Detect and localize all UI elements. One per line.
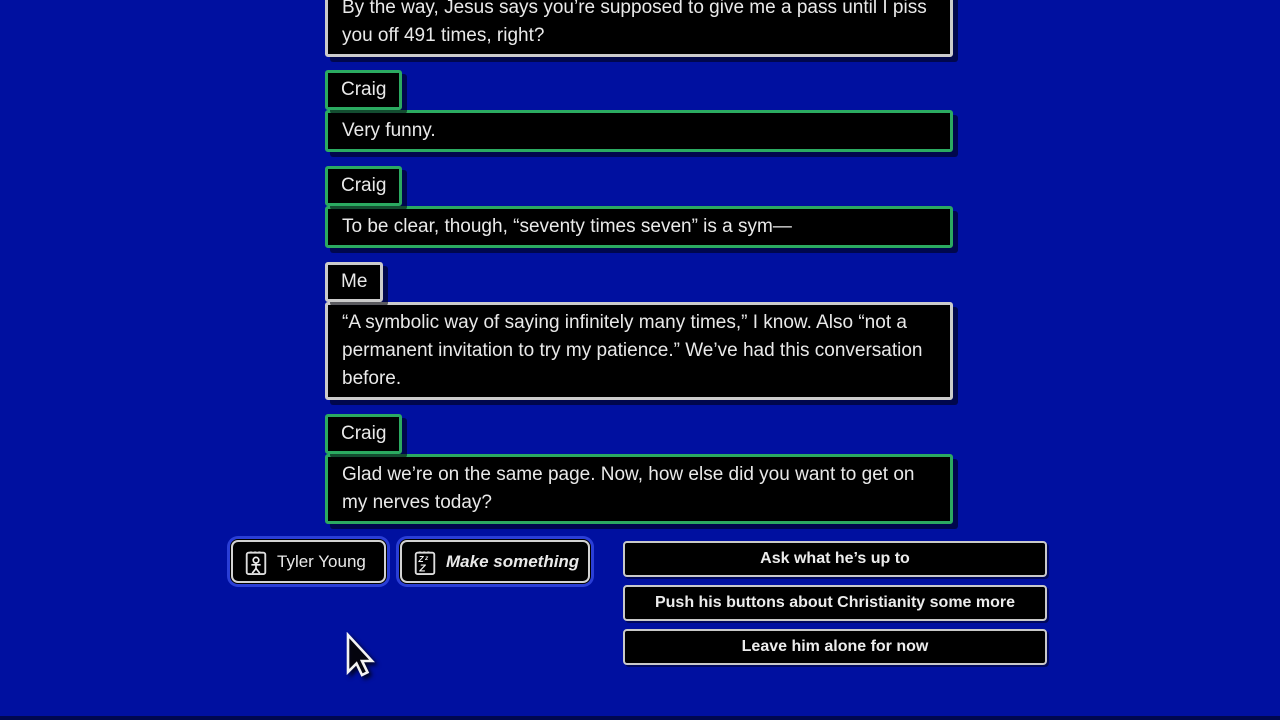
profile-button-label: Tyler Young — [277, 551, 366, 571]
sleep-notepad-icon — [412, 547, 438, 577]
craig-message-bubble — [325, 206, 953, 248]
svg-text:Z: Z — [419, 562, 426, 574]
me-message-bubble — [325, 0, 953, 57]
choice-leave-alone-button[interactable]: Leave him alone for now — [623, 629, 1047, 665]
profile-button[interactable] — [231, 540, 386, 583]
message-text: “A symbolic way of saying infinitely many times,” I know. Also “not a permanent invitation to try my patience.” We’ve had this conversation before. — [342, 312, 923, 389]
message-text: Very funny. — [342, 120, 436, 141]
speaker-name: Craig — [341, 79, 387, 100]
craig-message-bubble — [325, 110, 953, 152]
mouse-cursor — [342, 632, 382, 687]
choice-ask-whats-up-button[interactable]: Ask what he’s up to — [623, 541, 1047, 577]
svg-text:Z: Z — [418, 553, 424, 564]
message-text: Glad we’re on the same page. Now, how else did you want to get on my nerves today? — [342, 464, 915, 513]
speaker-nameplate-craig — [325, 166, 402, 206]
speaker-name: Craig — [341, 423, 387, 444]
speaker-nameplate-craig — [325, 70, 402, 110]
craig-message-bubble — [325, 454, 953, 524]
choice-push-buttons-button[interactable]: Push his buttons about Christianity some more — [623, 585, 1047, 621]
speaker-nameplate-me — [325, 262, 383, 302]
speaker-nameplate-craig — [325, 414, 402, 454]
me-message-bubble — [325, 302, 953, 400]
message-text: To be clear, though, “seventy times seven” is a sym— — [342, 216, 792, 237]
message-text: By the way, Jesus says you’re supposed to give me a pass until I piss you off 491 times, right? — [342, 0, 927, 46]
activity-button[interactable] — [400, 540, 590, 583]
letterbox-edge — [0, 716, 1280, 720]
speaker-name: Me — [341, 271, 368, 292]
svg-text:z: z — [425, 554, 429, 562]
activity-button-label: Make something — [446, 551, 580, 571]
person-notepad-icon — [243, 547, 269, 577]
speaker-name: Craig — [341, 175, 387, 196]
